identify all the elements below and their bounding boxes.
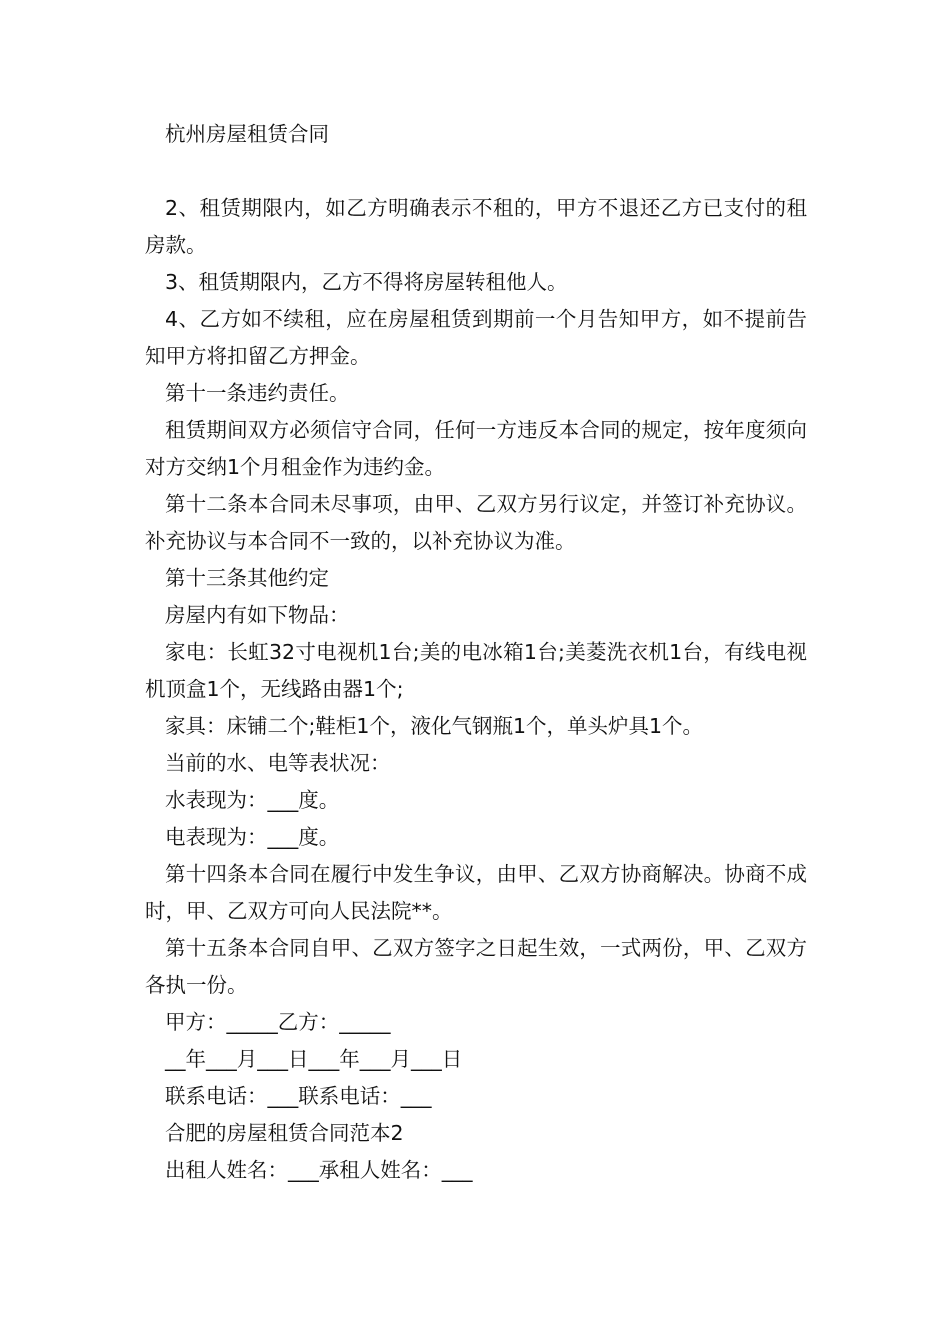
date-line: __年___月___日___年___月___日 [165, 1047, 463, 1071]
paragraph: 电表现为：___度。 [165, 825, 340, 849]
document-body [145, 116, 807, 1189]
section-heading: 第十三条其他约定 [165, 566, 329, 590]
paragraph: 家具：床铺二个;鞋柜1个，液化气钢瓶1个，单头炉具1个。 [165, 714, 704, 738]
paragraph: 家电：长虹32寸电视机1台;美的电冰箱1台;美菱洗衣机1台，有线电视机顶盒1个，无线路由器1个; [145, 640, 807, 701]
paragraph: 2、租赁期限内，如乙方明确表示不租的，甲方不退还乙方已支付的租房款。 [145, 196, 807, 257]
name-line: 出租人姓名：___承租人姓名：___ [165, 1158, 473, 1182]
signature-line: 甲方：_____乙方：_____ [165, 1010, 391, 1034]
paragraph: 3、租赁期限内，乙方不得将房屋转租他人。 [165, 270, 568, 294]
paragraph: 第十四条本合同在履行中发生争议，由甲、乙双方协商解决。协商不成时，甲、乙双方可向人民法院**。 [145, 862, 807, 923]
document-title: 杭州房屋租赁合同 [165, 122, 329, 146]
paragraph: 水表现为：___度。 [165, 788, 340, 812]
paragraph: 租赁期间双方必须信守合同，任何一方违反本合同的规定，按年度须向对方交纳1个月租金作为违约金。 [145, 418, 807, 479]
paragraph: 4、乙方如不续租，应在房屋租赁到期前一个月告知甲方，如不提前告知甲方将扣留乙方押金。 [145, 307, 807, 368]
phone-line: 联系电话：___联系电话：___ [165, 1084, 432, 1108]
section-heading: 第十一条违约责任。 [165, 381, 350, 405]
section-heading: 合肥的房屋租赁合同范本2 [165, 1121, 404, 1145]
paragraph: 房屋内有如下物品： [165, 603, 350, 627]
paragraph: 第十二条本合同未尽事项，由甲、乙双方另行议定，并签订补充协议。补充协议与本合同不一致的，以补充协议为准。 [145, 492, 807, 553]
paragraph: 第十五条本合同自甲、乙双方签字之日起生效，一式两份，甲、乙双方各执一份。 [145, 936, 807, 997]
paragraph: 当前的水、电等表状况： [165, 751, 391, 775]
